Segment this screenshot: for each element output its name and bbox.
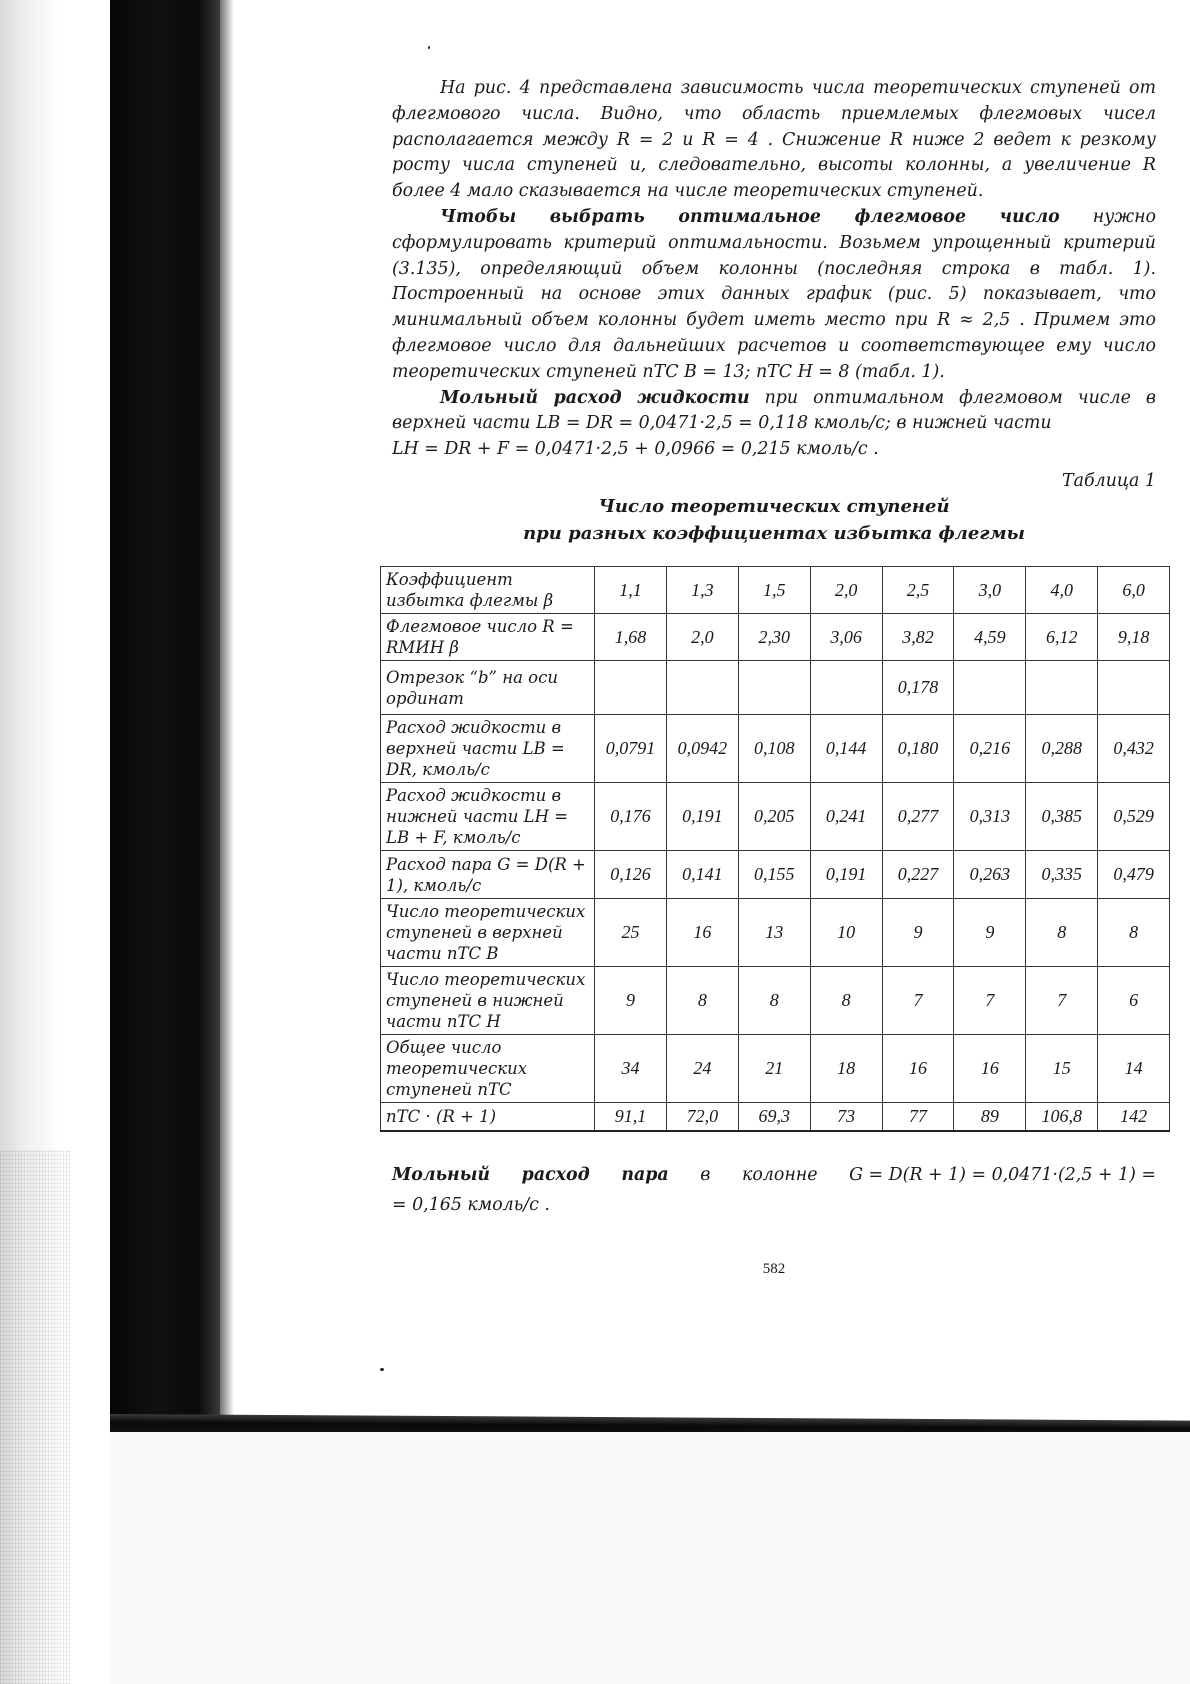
row-header: Число теоретических ступеней в нижней части nТС Н (381, 967, 595, 1035)
table-cell: 69,3 (738, 1103, 810, 1131)
row-header: Расход пара G = D(R + 1), кмоль/с (381, 851, 595, 899)
table-cell: 8 (738, 967, 810, 1035)
table-cell: 142 (1098, 1103, 1170, 1131)
table-cell: 0,144 (810, 715, 882, 783)
table-cell: 2,30 (738, 614, 810, 661)
table-cell: 3,0 (954, 567, 1026, 614)
table-cell: 0,176 (595, 783, 667, 851)
paragraph-3-text: при оптимальном флегмовом числе в верхней части LВ = DR = 0,0471·2,5 = 0,118 кмоль/с; в нижней части (392, 387, 1156, 434)
vapor-flow-line-1 (392, 1160, 1156, 1190)
book-spine-shadow (110, 0, 220, 1432)
table-cell: 9 (882, 899, 954, 967)
table-cell: 6 (1098, 967, 1170, 1035)
table-cell: 0,335 (1026, 851, 1098, 899)
table-cell: 1,68 (595, 614, 667, 661)
table-cell: 1,5 (738, 567, 810, 614)
table-cell (810, 661, 882, 715)
table-cell: 9,18 (1098, 614, 1170, 661)
vapor-word-3: пара (621, 1165, 669, 1185)
table-cell (595, 661, 667, 715)
scanner-bed (110, 1432, 1190, 1684)
table-cell: 8 (666, 967, 738, 1035)
table-cell: 0,191 (810, 851, 882, 899)
table-cell: 3,06 (810, 614, 882, 661)
table-cell: 0,0942 (666, 715, 738, 783)
table-row (381, 1103, 1170, 1131)
dust-speck (380, 1368, 384, 1371)
table-cell: 0,241 (810, 783, 882, 851)
table-cell: 0,180 (882, 715, 954, 783)
table-cell: 73 (810, 1103, 882, 1131)
table-row (381, 661, 1170, 715)
reflux-table (380, 566, 1170, 1132)
table-cell: 13 (738, 899, 810, 967)
scan-noise (0, 1150, 70, 1684)
table-cell: 0,141 (666, 851, 738, 899)
paragraph-3-lead: Мольный расход жидкости (440, 387, 750, 408)
table-row (381, 967, 1170, 1035)
table-title-line-1: Число теоретических ступеней (598, 496, 950, 517)
table-cell (666, 661, 738, 715)
paragraph-1: На рис. 4 представлена зависимость числа теоретических ступеней от флегмового числа. Видно, что область приемлемых флегмовых чисел располагается между R = 2 и R = 4 . Снижение R ниже 2 ведет к резкому росту числа ступеней и, следовательно, высоты колонны, а увеличение R более 4 мало сказывается на числе теоретических ступеней. (392, 78, 1156, 202)
table-cell: 0,216 (954, 715, 1026, 783)
table-cell: 0,155 (738, 851, 810, 899)
table-cell: 0,313 (954, 783, 1026, 851)
table-cell: 7 (1026, 967, 1098, 1035)
table-cell: 15 (1026, 1035, 1098, 1103)
table-cell: 24 (666, 1035, 738, 1103)
table-cell: 34 (595, 1035, 667, 1103)
table-cell: 0,263 (954, 851, 1026, 899)
row-header: Отрезок “b” на оси ординат (381, 661, 595, 715)
table-cell: 91,1 (595, 1103, 667, 1131)
table-cell: 1,1 (595, 567, 667, 614)
table-row (381, 567, 1170, 614)
table-title (392, 493, 1156, 547)
table-cell: 8 (1098, 899, 1170, 967)
table-cell: 106,8 (1026, 1103, 1098, 1131)
row-header: Расход жидкости в нижней части LН = LВ + F, кмоль/с (381, 783, 595, 851)
table-cell: 3,82 (882, 614, 954, 661)
table-cell: 4,0 (1026, 567, 1098, 614)
table-label: Таблица 1 (1062, 471, 1156, 491)
table-cell: 0,191 (666, 783, 738, 851)
table-cell: 6,12 (1026, 614, 1098, 661)
table-cell: 16 (882, 1035, 954, 1103)
row-header: Общее число теоретических ступеней nТС (381, 1035, 595, 1103)
table-cell: 21 (738, 1035, 810, 1103)
table-cell: 2,0 (666, 614, 738, 661)
vapor-word-2: расход (521, 1165, 590, 1185)
vapor-formula-a: G = D(R + 1) = 0,0471·(2,5 + 1) = (849, 1165, 1156, 1185)
paragraph-2-text: нужно сформулировать критерий оптимальности. Возьмем упрощенный критерий (3.135), определяющий объем колонны (последняя строка в табл. 1). Построенный на основе этих данных график (рис. 5) показывает, что минимальный объем колонны будет иметь место при R ≈ 2,5 . Примем это флегмовое число для дальнейших расчетов и соответствующее ему число теоретических ступеней nТС В = 13; nТС Н = 8 (табл. 1). (392, 206, 1156, 382)
table-cell: 1,3 (666, 567, 738, 614)
page-number: 582 (762, 1261, 786, 1277)
table-cell: 7 (882, 967, 954, 1035)
row-header: Число теоретических ступеней в верхней части nТС В (381, 899, 595, 967)
table-cell: 16 (954, 1035, 1026, 1103)
table-cell: 6,0 (1098, 567, 1170, 614)
table-cell: 0,126 (595, 851, 667, 899)
table-cell: 25 (595, 899, 667, 967)
table-cell: 0,479 (1098, 851, 1170, 899)
table-cell: 77 (882, 1103, 954, 1131)
table-title-line-2: при разных коэффициентах избытка флегмы (523, 523, 1025, 544)
table-cell: 0,288 (1026, 715, 1098, 783)
vapor-flow-paragraph (392, 1160, 1156, 1220)
table-cell (738, 661, 810, 715)
table-cell (1026, 661, 1098, 715)
table-cell: 0,178 (882, 661, 954, 715)
vapor-word-5: колонне (741, 1165, 818, 1185)
table-row (381, 715, 1170, 783)
table-cell: 0,205 (738, 783, 810, 851)
row-header: Расход жидкости в верхней части LВ = DR, кмоль/с (381, 715, 595, 783)
table-row (381, 614, 1170, 661)
table-cell: 0,108 (738, 715, 810, 783)
table-cell: 0,432 (1098, 715, 1170, 783)
vapor-formula-b: = 0,165 кмоль/с . (392, 1195, 550, 1215)
table-cell: 16 (666, 899, 738, 967)
table-cell: 72,0 (666, 1103, 738, 1131)
table-cell: 0,385 (1026, 783, 1098, 851)
table-cell: 2,5 (882, 567, 954, 614)
table-cell: 4,59 (954, 614, 1026, 661)
table-cell: 0,227 (882, 851, 954, 899)
paragraph-3-formula: LН = DR + F = 0,0471·2,5 + 0,0966 = 0,215 кмоль/с . (392, 439, 879, 460)
table-cell: 18 (810, 1035, 882, 1103)
table-cell: 8 (810, 967, 882, 1035)
table-cell: 10 (810, 899, 882, 967)
table-row (381, 851, 1170, 899)
table-cell: 9 (954, 899, 1026, 967)
table-cell (1098, 661, 1170, 715)
table-cell: 2,0 (810, 567, 882, 614)
table-cell: 0,277 (882, 783, 954, 851)
row-header: nТС · (R + 1) (381, 1103, 595, 1131)
paragraph-2 (392, 205, 1156, 386)
table-row (381, 1035, 1170, 1103)
table-cell: 89 (954, 1103, 1026, 1131)
table-cell (954, 661, 1026, 715)
table-cell: 0,529 (1098, 783, 1170, 851)
dust-speck (428, 46, 430, 49)
table-row (381, 783, 1170, 851)
table-cell: 7 (954, 967, 1026, 1035)
table-cell: 8 (1026, 899, 1098, 967)
vapor-word-1: Мольный (392, 1165, 491, 1185)
table-cell: 0,0791 (595, 715, 667, 783)
table-cell: 9 (595, 967, 667, 1035)
row-header: Коэффициент избытка флегмы β (381, 567, 595, 614)
body-text (392, 76, 1156, 463)
table-cell: 14 (1098, 1035, 1170, 1103)
vapor-word-4: в (700, 1165, 711, 1185)
paragraph-2-lead: Чтобы выбрать оптимальное флегмовое число (440, 206, 1060, 227)
table-row (381, 899, 1170, 967)
row-header: Флегмовое число R = RМИН β (381, 614, 595, 661)
paragraph-3 (392, 386, 1156, 438)
